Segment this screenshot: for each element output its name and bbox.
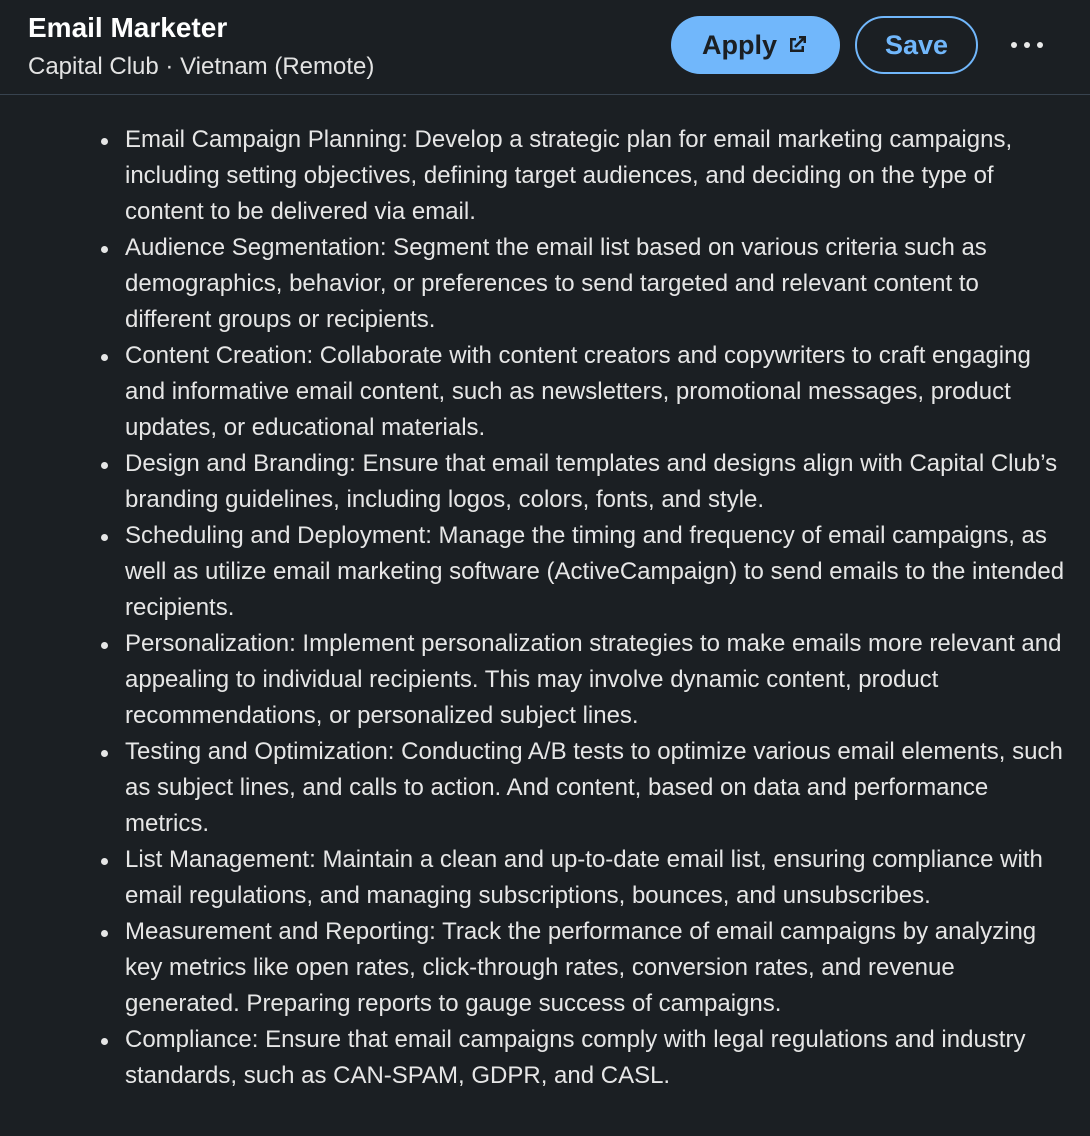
job-header xyxy=(0,0,1090,95)
list-item xyxy=(125,914,1065,1022)
list-item-text: Email Campaign Planning: Develop a strategic plan for email marketing campaigns, including setting objectives, defining target audiences, and deciding on the type of content to be delivered via email. xyxy=(125,126,1013,225)
list-item-text: Testing and Optimization: Conducting A/B tests to optimize various email elements, such as subject lines, and calls to action. And content, based on data and performance metrics. xyxy=(125,738,1063,837)
bullet-icon xyxy=(101,930,108,937)
list-item xyxy=(125,734,1065,842)
list-item xyxy=(125,626,1065,734)
bullet-icon xyxy=(101,354,108,361)
job-description xyxy=(0,96,1090,1136)
list-item xyxy=(125,122,1065,230)
bullet-icon xyxy=(101,246,108,253)
list-item xyxy=(125,1022,1065,1094)
list-item-text: Audience Segmentation: Segment the email list based on various criteria such as demographics, behavior, or preferences to send targeted and relevant content to different groups or recipients. xyxy=(125,234,987,333)
company-location: Capital Club · Vietnam (Remote) xyxy=(28,53,375,80)
list-item xyxy=(125,230,1065,338)
external-link-icon xyxy=(785,33,809,57)
bullet-icon xyxy=(101,1038,108,1045)
save-button[interactable]: Save xyxy=(855,16,978,74)
responsibilities-list xyxy=(125,122,1065,1094)
list-item-text: Content Creation: Collaborate with content creators and copywriters to craft engaging and informative email content, such as newsletters, promotional messages, product updates, or educational materials. xyxy=(125,342,1031,441)
list-item-text: Personalization: Implement personalization strategies to make emails more relevant and appealing to individual recipients. This may involve dynamic content, product recommendations, or personalized subject lines. xyxy=(125,630,1062,729)
list-item-text: Measurement and Reporting: Track the performance of email campaigns by analyzing key metrics like open rates, click-through rates, conversion rates, and revenue generated. Preparing reports to gauge success of campaigns. xyxy=(125,918,1037,1017)
list-item xyxy=(125,842,1065,914)
apply-button[interactable] xyxy=(671,16,840,74)
more-horizontal-icon xyxy=(1011,42,1017,48)
more-options-button[interactable] xyxy=(998,24,1056,66)
apply-button-label: Apply xyxy=(701,29,777,60)
bullet-icon xyxy=(101,858,108,865)
bullet-icon xyxy=(101,642,108,649)
bullet-icon xyxy=(101,534,108,541)
list-item-text: List Management: Maintain a clean and up-to-date email list, ensuring compliance with email regulations, and managing subscriptions, bounces, and unsubscribes. xyxy=(125,846,1043,909)
bullet-icon xyxy=(101,750,108,757)
list-item xyxy=(125,446,1065,518)
job-title: Email Marketer xyxy=(28,12,228,43)
list-item-text: Design and Branding: Ensure that email templates and designs align with Capital Club’s branding guidelines, including logos, colors, fonts, and style. xyxy=(125,450,1058,513)
bullet-icon xyxy=(101,138,108,145)
list-item xyxy=(125,338,1065,446)
list-item-text: Compliance: Ensure that email campaigns comply with legal regulations and industry standards, such as CAN-SPAM, GDPR, and CASL. xyxy=(125,1026,1026,1089)
list-item-text: Scheduling and Deployment: Manage the timing and frequency of email campaigns, as well as utilize email marketing software (ActiveCampaign) to send emails to the intended recipients. xyxy=(125,522,1065,621)
list-item xyxy=(125,518,1065,626)
bullet-icon xyxy=(101,462,108,469)
